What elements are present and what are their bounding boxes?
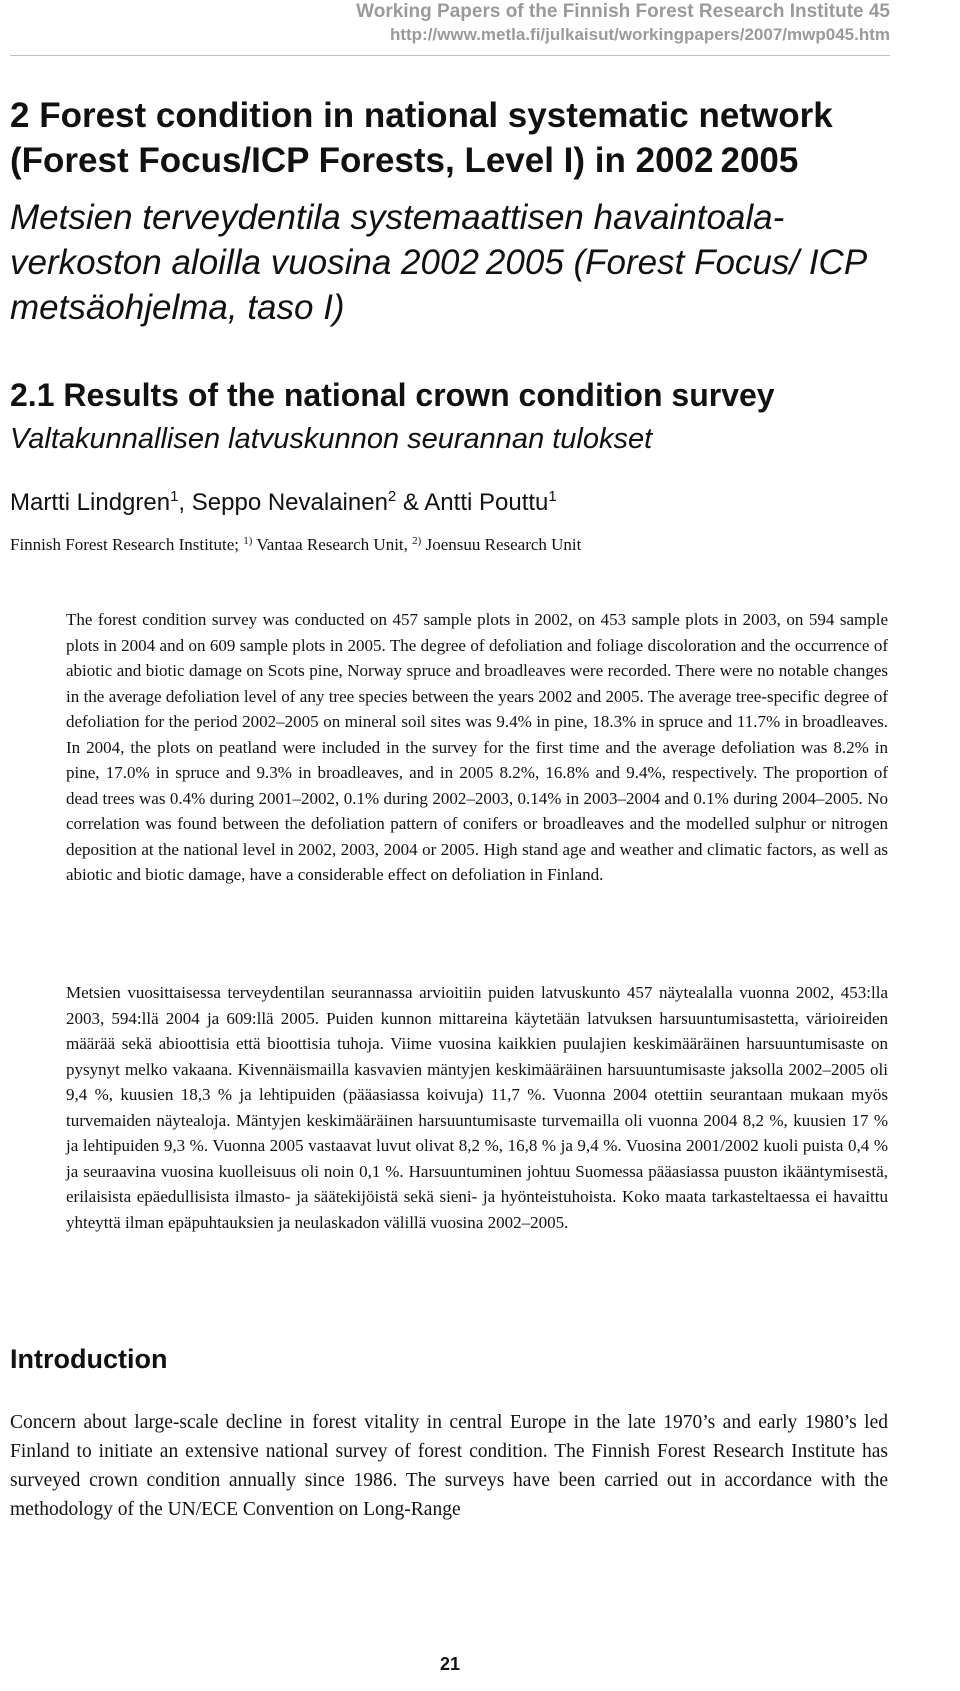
unit-name: Vantaa Research Unit, bbox=[252, 535, 413, 554]
author-name: Seppo Nevalainen bbox=[191, 489, 388, 516]
unit-mark: 1) bbox=[243, 535, 253, 547]
page-number: 21 bbox=[439, 1654, 461, 1674]
introduction-body: Concern about large-scale decline in forest vitality in central Europe in the late 1970’s and early 1980’s led Finland to initiate an extensive national survey of forest condition. The Finnish Forest Research Institute has surveyed crown condition annually since 1986. The surveys have been carried out in accordance with the methodology of the UN/ECE Convention on Long-Range bbox=[10, 1412, 888, 1520]
author-affiliation-mark: 1 bbox=[170, 488, 179, 505]
author-name: Antti Pouttu bbox=[424, 489, 549, 516]
author-list bbox=[10, 488, 910, 518]
institute-name: Finnish Forest Research Institute; bbox=[10, 535, 244, 554]
chapter-title: 2 Forest condition in national systematic network (Forest Focus/ICP Forests, Level I) in 2002 2005 bbox=[10, 96, 833, 180]
section-title: 2.1 Results of the national crown condition survey bbox=[10, 377, 775, 413]
chapter-subtitle: Metsien terveydentila systemaattisen havaintoala-verkoston aloilla vuosina 2002 2005 (Forest Focus/ ICP metsäohjelma, taso I) bbox=[10, 198, 866, 327]
series-title: Working Papers of the Finnish Forest Research Institute 45 bbox=[356, 1, 890, 22]
unit-mark: 2) bbox=[412, 535, 422, 547]
unit-name: Joensuu Research Unit bbox=[421, 535, 582, 554]
author-affiliation-mark: 1 bbox=[548, 488, 557, 505]
introduction-heading: Introduction bbox=[10, 1344, 168, 1374]
running-header bbox=[190, 0, 890, 46]
abstract-english: The forest condition survey was conducted on 457 sample plots in 2002, on 453 sample plots in 2003, on 594 sample plots in 2004 and on 609 sample plots in 2005. The degree of defoliation and foliage discoloration and the occurrence of abiotic and biotic damage on Scots pine, Norway spruce and broadleaves were recorded. There were no notable changes in the average defoliation level of any tree species between the years 2002 and 2005. The average tree-specific degree of defoliation for the period 2002–2005 on mineral soil sites was 9.4% in pine, 18.3% in spruce and 11.7% in broadleaves. In 2004, the plots on peatland were included in the survey for the first time and the average defoliation was 8.2% in pine, 17.0% in spruce and 9.3% in broadleaves, and in 2005 8.2%, 16.8% and 9.4%, respectively. The proportion of dead trees was 0.4% during 2001–2002, 0.1% during 2002–2003, 0.14% in 2003–2004 and 0.1% during 2004–2005. No correlation was found between the defoliation pattern of conifers or broadleaves and the modelled sulphur or nitrogen deposition at the national level in 2002, 2003, 2004 or 2005. High stand age and weather and climatic factors, as well as abiotic and biotic damage, have a considerable effect on defoliation in Finland. bbox=[66, 610, 888, 884]
author-separator: & bbox=[396, 489, 425, 516]
header-rule bbox=[10, 55, 890, 56]
header-url[interactable]: http://www.metla.fi/julkaisut/workingpapers/2007/mwp045.htm bbox=[389, 25, 890, 44]
affiliation-line bbox=[10, 534, 910, 556]
author-separator: , bbox=[178, 489, 192, 516]
abstract-finnish: Metsien vuosittaisessa terveydentilan seurannassa arvioitiin puiden latvuskunto 457 näytealalla vuonna 2002, 453:lla 2003, 594:llä 2004 ja 609:llä 2005. Puiden kunnon mittareina käytetään latvuksen harsuuntumisastetta, värioireiden määrää sekä abioottisia että bioottisia tuhoja. Viime vuosina kaikkien puulajien keskimääräinen harsuuntumisaste on pysynyt melko vakaana. Kivennäismailla kasvavien mäntyjen keskimääräinen harsuuntumisaste jaksolla 2002–2005 oli 9,4 %, kuusien 18,3 % ja lehtipuiden (pääasiassa koivuja) 11,7 %. Vuonna 2004 otettiin seurantaan mukaan myös turvemaiden näytealoja. Mäntyjen keskimääräinen harsuuntumisaste turvemailla oli vuonna 2004 8,2 %, kuusien 17 % ja lehtipuiden 9,3 %. Vuonna 2005 vastaavat luvut olivat 8,2 %, 16,8 % ja 9,4 %. Vuosina 2001/2002 kuoli puista 0,4 % ja seuraavina vuosina kuolleisuus oli noin 0,1 %. Harsuuntuminen johtuu Suomessa pääasiassa puuston ikääntymisestä, erilaisista epäedullisista ilmasto- ja säätekijöistä sekä sieni- ja hyönteistuhoista. Koko maata tarkasteltaessa ei havaittu yhteyttä ilman epäpuhtauksien ja neulaskadon välillä vuosina 2002–2005. bbox=[66, 983, 888, 1232]
author-name: Martti Lindgren bbox=[10, 489, 171, 516]
author-affiliation-mark: 2 bbox=[387, 488, 397, 505]
section-subtitle: Valtakunnallisen latvuskunnon seurannan tulokset bbox=[10, 423, 653, 455]
